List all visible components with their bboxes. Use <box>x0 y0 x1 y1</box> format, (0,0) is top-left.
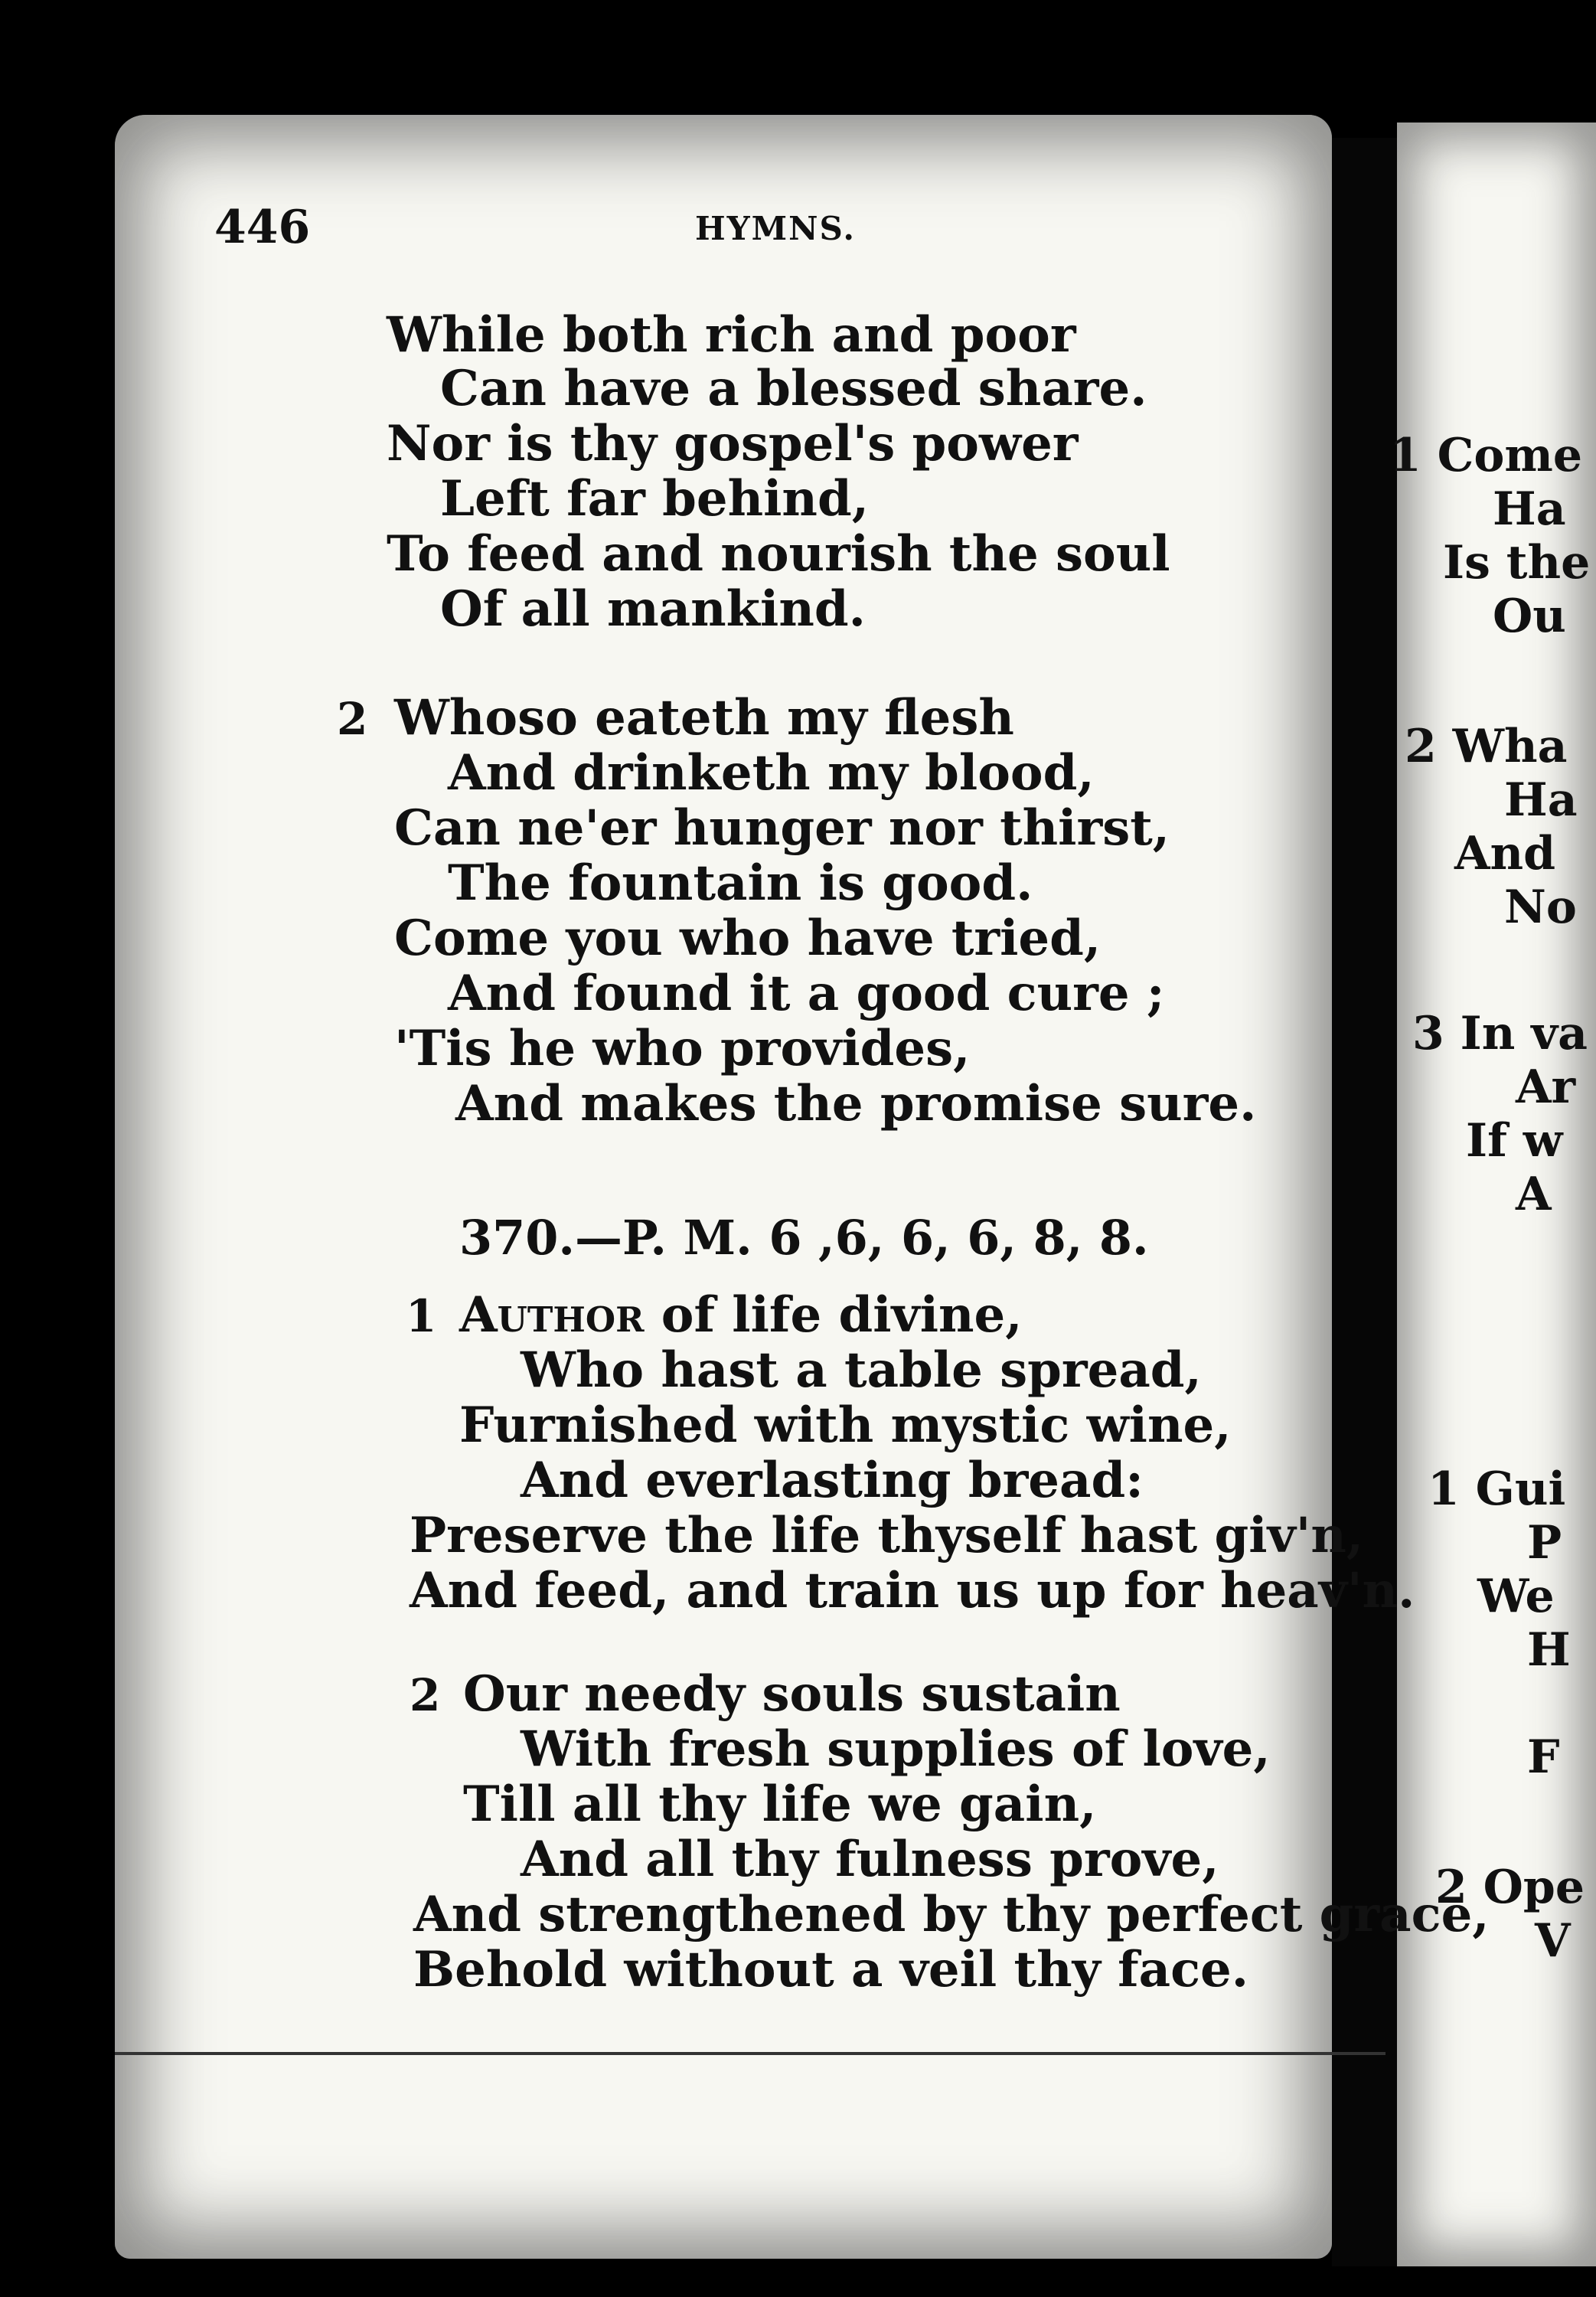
fragment: P <box>1527 1516 1562 1570</box>
verse-line: With fresh supplies of love, <box>521 1720 1271 1778</box>
verse-line: Can ne'er hunger nor thirst, <box>394 799 1170 857</box>
verse-line: And feed, and train us up for heav'n. <box>410 1562 1415 1619</box>
fragment: If w <box>1466 1114 1563 1168</box>
fragment: And <box>1454 827 1556 881</box>
fragment: H <box>1527 1623 1571 1677</box>
page-number: 446 <box>214 201 311 254</box>
verse-line: Of all mankind. <box>440 580 866 638</box>
verse-line: Whoso eateth my flesh <box>394 689 1014 747</box>
verse-line: Nor is thy gospel's power <box>387 415 1079 472</box>
verse-number: 1 <box>406 1290 437 1342</box>
running-head: HYMNS. <box>695 210 857 247</box>
verse-number: 2 <box>410 1669 441 1721</box>
verse-line: Can have a blessed share. <box>440 360 1147 417</box>
fragment: 1 Gui <box>1428 1462 1566 1516</box>
verse-line: Behold without a veil thy face. <box>413 1941 1249 1998</box>
verse-line: The fountain is good. <box>448 854 1033 912</box>
fragment: F <box>1527 1730 1560 1784</box>
verse-line: And drinketh my blood, <box>448 744 1095 802</box>
book-gutter <box>1332 138 1397 2266</box>
verse-line: Till all thy life we gain, <box>463 1776 1097 1833</box>
fragment: We <box>1477 1570 1555 1623</box>
hymn-title: 370.—P. M. 6 ,6, 6, 6, 8, 8. <box>459 1210 1149 1266</box>
fragment: 3 In va <box>1412 1007 1588 1060</box>
fragment: V <box>1535 1914 1571 1968</box>
verse-line: Our needy souls sustain <box>463 1665 1121 1723</box>
fragment: 2 Ope <box>1435 1861 1585 1914</box>
fragment: 1 Come <box>1389 429 1583 482</box>
verse-line: Come you who have tried, <box>394 910 1102 967</box>
verse-line: And strengthened by thy perfect grace, <box>413 1886 1490 1943</box>
fragment: Ar <box>1516 1060 1576 1114</box>
fragment: Is the <box>1443 536 1591 590</box>
fragment: A <box>1516 1168 1552 1221</box>
fragment: No <box>1504 881 1577 934</box>
bottom-rule <box>115 2052 1385 2055</box>
fragment: Ha <box>1504 773 1578 827</box>
verse-number: 2 <box>337 693 368 745</box>
verse-line: And everlasting bread: <box>521 1452 1144 1509</box>
verse-line: Preserve the life thyself hast giv'n, <box>410 1507 1364 1564</box>
drop-word: Author <box>459 1286 645 1344</box>
verse-line: And all thy fulness prove, <box>521 1831 1219 1888</box>
fragment: Ha <box>1493 482 1566 536</box>
verse-line: While both rich and poor <box>387 306 1076 364</box>
verse-line: Author of life divine, <box>459 1286 1023 1344</box>
verse-line: Left far behind, <box>440 470 869 528</box>
verse-line: And found it a good cure ; <box>448 965 1165 1022</box>
verse-line: Furnished with mystic wine, <box>459 1397 1232 1454</box>
verse-line: And makes the promise sure. <box>455 1075 1257 1132</box>
verse-line: To feed and nourish the soul <box>387 525 1170 583</box>
fragment: 2 Wha <box>1405 720 1568 773</box>
verse-line: Who hast a table spread, <box>521 1341 1202 1399</box>
verse-line: 'Tis he who provides, <box>394 1020 971 1077</box>
fragment: Ou <box>1493 590 1566 643</box>
